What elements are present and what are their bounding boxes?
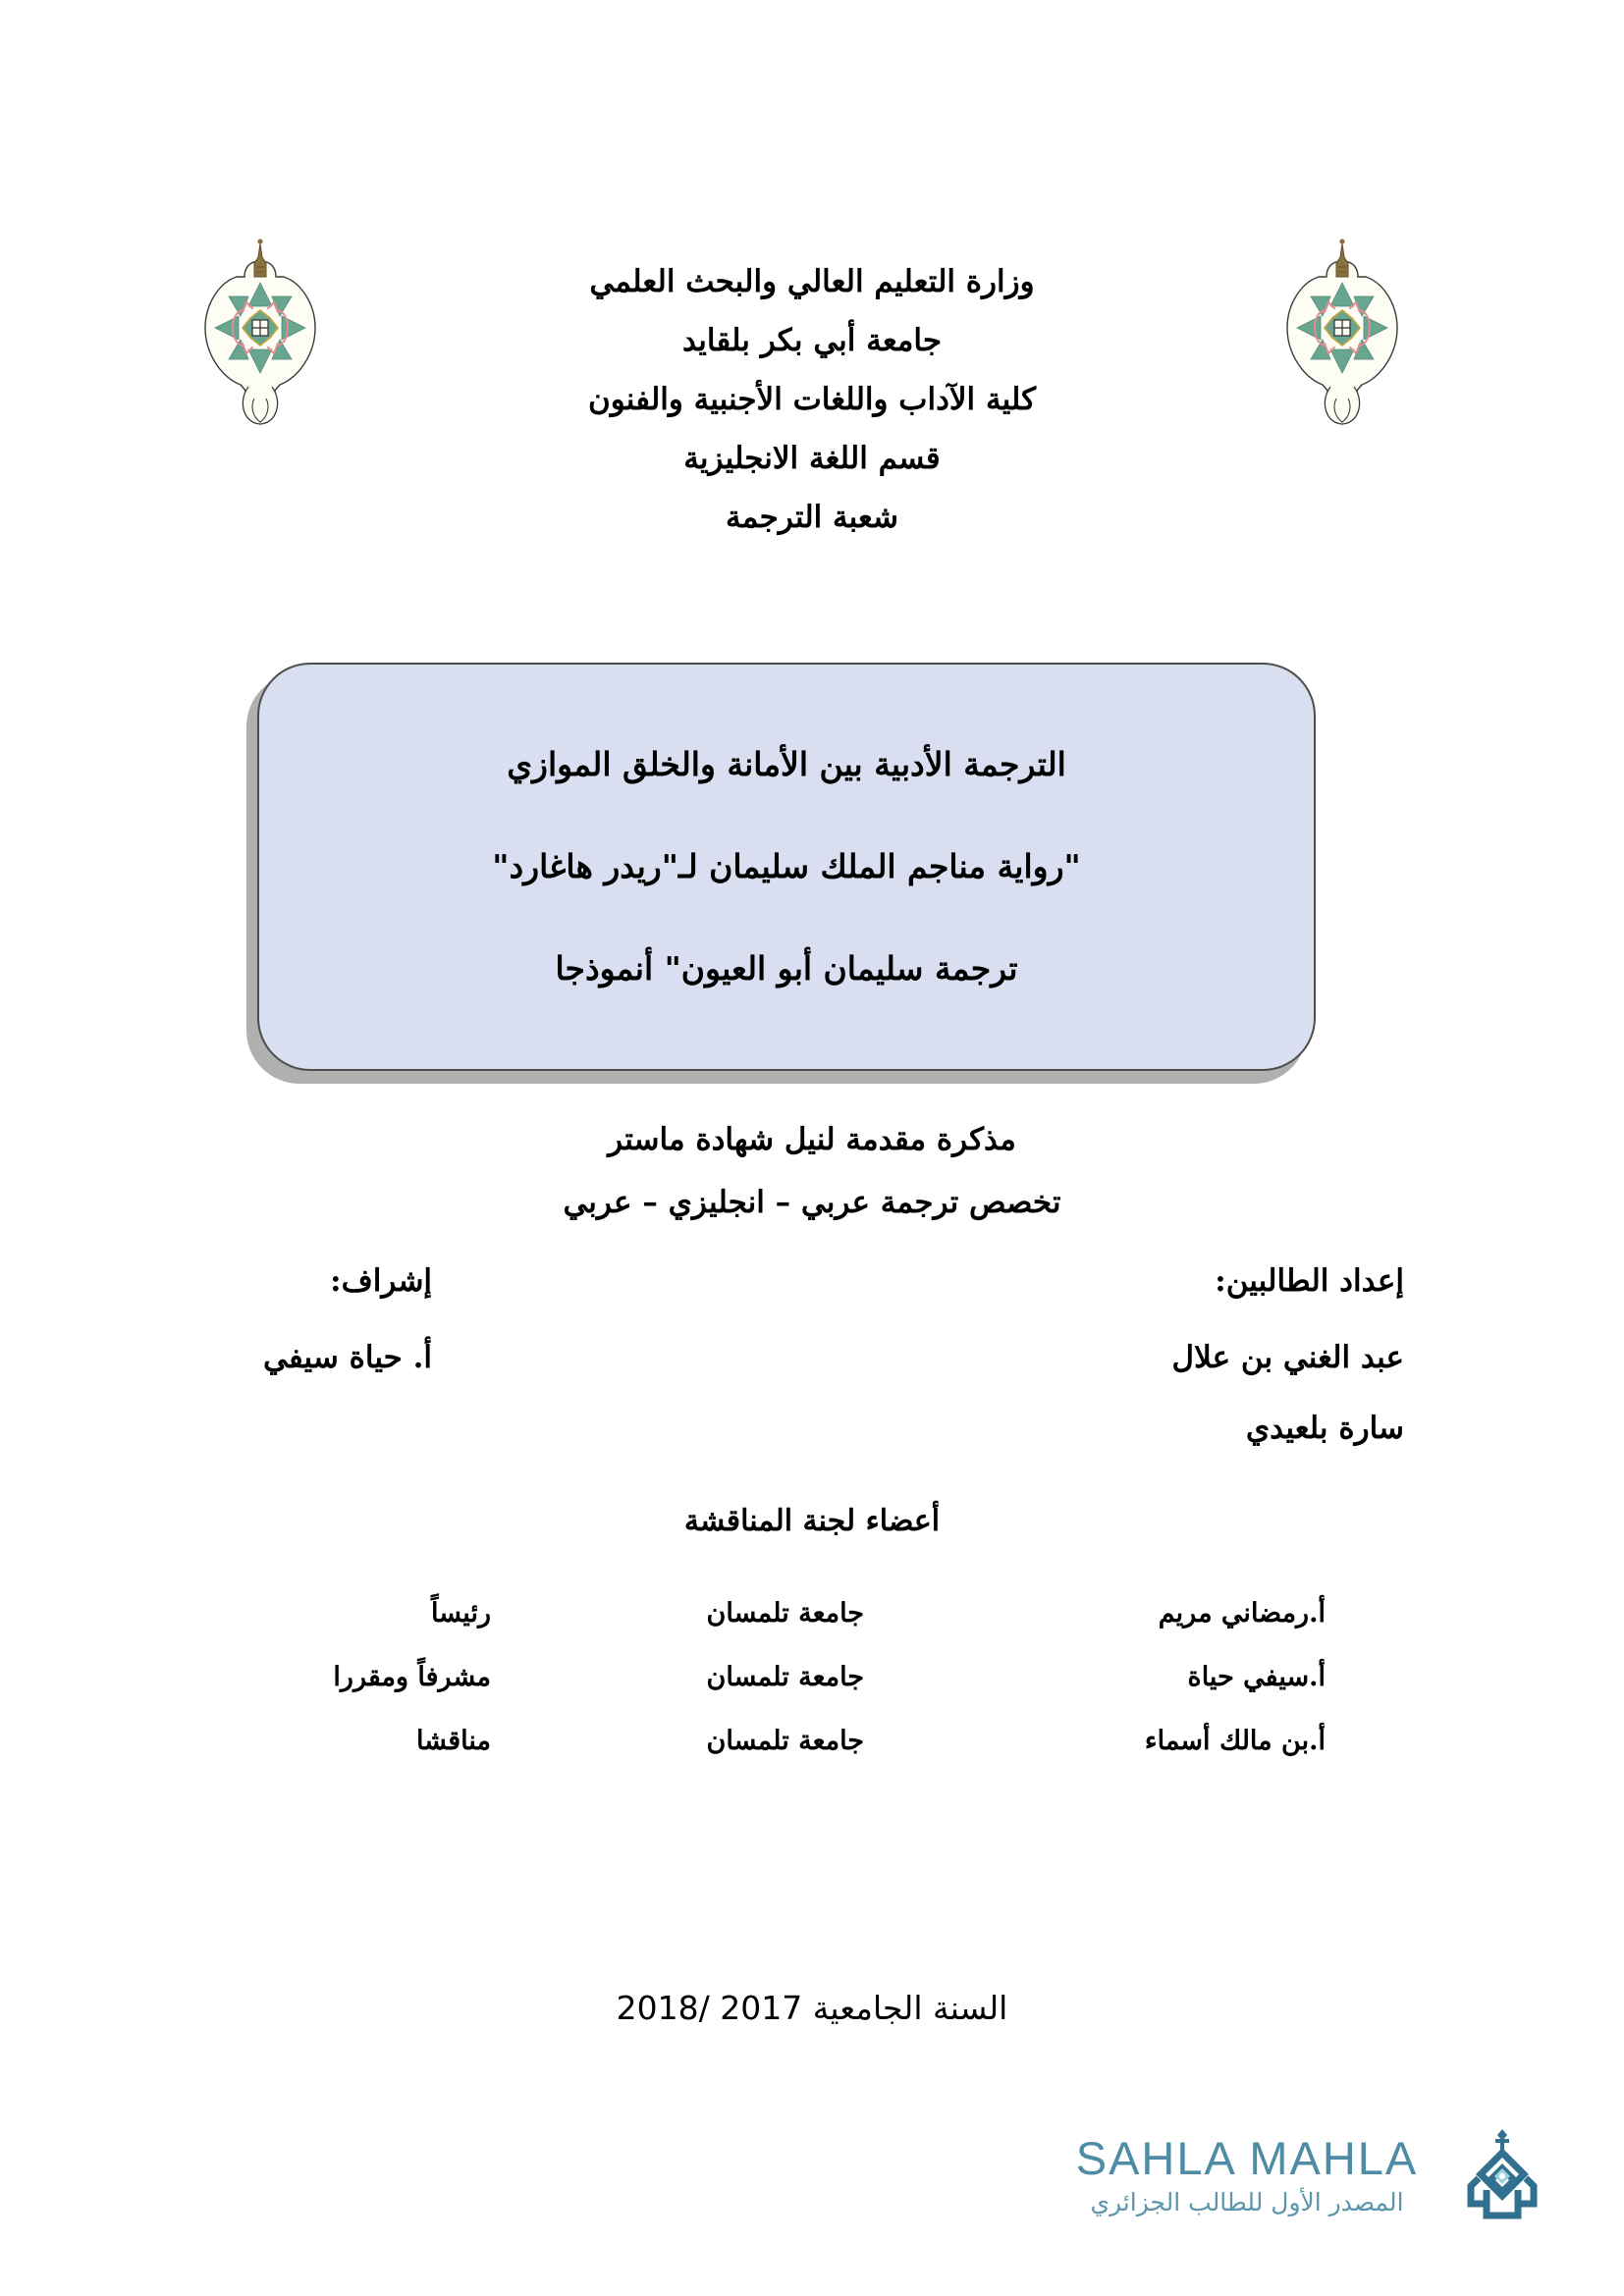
jury-member-university: جامعة تلمسان	[706, 1662, 864, 1692]
student-name: عبد الغني بن علال	[1171, 1340, 1404, 1375]
students-heading: إعداد الطالبين:	[1215, 1263, 1404, 1299]
table-row	[196, 1664, 1375, 1728]
jury-member-name: أ.سيفي حياة	[1187, 1662, 1326, 1692]
supervisor-name: أ. حياة سيفي	[263, 1340, 433, 1375]
supervisor-column	[263, 1263, 433, 1375]
supervisor-heading: إشراف:	[330, 1263, 433, 1299]
academic-year: السنة الجامعية 2017 /2018	[616, 1989, 1008, 2027]
jury-member-university: جامعة تلمسان	[706, 1726, 864, 1756]
jury-member-name: أ.رمضاني مريم	[1158, 1598, 1326, 1629]
faculty-line: كلية الآداب واللغات الأجنبية والفنون	[588, 382, 1036, 417]
authors-and-supervisor	[177, 1263, 1443, 1463]
watermark-text	[1031, 2132, 1463, 2216]
students-column	[1171, 1263, 1404, 1446]
watermark-title: SAHLA MAHLA	[1075, 2132, 1419, 2184]
jury-heading: أعضاء لجنة المناقشة	[683, 1504, 941, 1538]
watermark-subtitle: المصدر الأول للطالب الجزائري	[1090, 2188, 1404, 2216]
thesis-title-box	[257, 663, 1318, 1073]
department-line: قسم اللغة الانجليزية	[683, 441, 941, 476]
branch-line: شعبة الترجمة	[726, 500, 898, 535]
table-row	[196, 1728, 1375, 1754]
student-name: سارة بلعيدي	[1245, 1411, 1404, 1446]
degree-statement	[295, 1122, 1329, 1220]
title-main-line: الترجمة الأدبية بين الأمانة والخلق الموازي	[507, 744, 1066, 783]
jury-table	[196, 1600, 1375, 1754]
university-line: جامعة أبي بكر بلقايد	[681, 323, 942, 358]
jury-member-role: رئيساً	[430, 1598, 491, 1629]
ministry-line: وزارة التعليم العالي والبحث العلمي	[589, 264, 1035, 299]
institution-header	[295, 264, 1329, 535]
title-corpus-line: "رواية مناجم الملك سليمان لـ"ريدر هاغارد"	[492, 846, 1081, 885]
title-subtitle-line: ترجمة سليمان أبو العيون" أنموذجا	[555, 949, 1018, 988]
table-row	[196, 1600, 1375, 1664]
jury-member-name: أ.بن مالك أسماء	[1144, 1726, 1326, 1756]
title-box-body	[257, 663, 1316, 1071]
degree-line: مذكرة مقدمة لنيل شهادة ماستر	[608, 1122, 1016, 1157]
jury-member-role: مشرفاً ومقررا	[333, 1662, 491, 1692]
jury-member-role: مناقشا	[415, 1726, 491, 1756]
jury-member-university: جامعة تلمسان	[706, 1598, 864, 1629]
sahla-mahla-watermark	[1031, 2132, 1542, 2268]
specialisation-line: تخصص ترجمة عربي – انجليزي – عربي	[563, 1185, 1061, 1220]
arabic-calligraphy-emblem-icon	[1463, 2129, 1542, 2231]
